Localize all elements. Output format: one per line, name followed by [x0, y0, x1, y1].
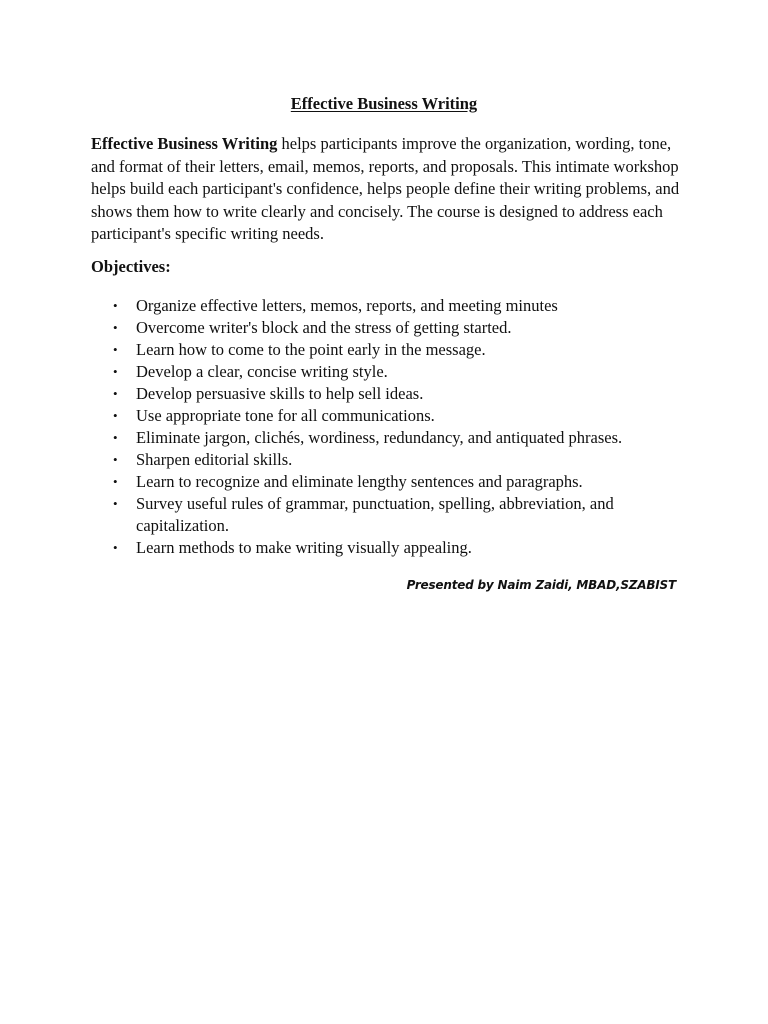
list-item — [112, 471, 672, 493]
objective-text: Sharpen editorial skills. — [136, 450, 293, 469]
objective-text: Learn how to come to the point early in the message. — [136, 340, 486, 359]
bullet-icon: • — [113, 386, 118, 401]
bullet-icon: • — [113, 430, 118, 445]
objective-text: Develop a clear, concise writing style. — [136, 362, 388, 381]
bullet-icon: • — [113, 540, 118, 555]
list-item — [112, 295, 672, 317]
list-item — [112, 317, 672, 339]
list-item — [112, 449, 672, 471]
list-item — [112, 537, 672, 559]
objectives-list — [112, 295, 672, 559]
bullet-icon: • — [113, 452, 118, 467]
list-item — [112, 427, 672, 449]
bullet-icon: • — [113, 298, 118, 313]
bullet-icon: • — [113, 342, 118, 357]
bullet-icon: • — [113, 408, 118, 423]
intro-paragraph — [91, 133, 691, 246]
list-item — [112, 361, 672, 383]
objective-text: Overcome writer's block and the stress of getting started. — [136, 318, 512, 337]
list-item — [112, 383, 672, 405]
objective-text: Eliminate jargon, clichés, wordiness, redundancy, and antiquated phrases. — [136, 428, 623, 447]
page-title: Effective Business Writing — [290, 94, 478, 113]
bullet-icon: • — [113, 364, 118, 379]
presenter-credit: Presented by Naim Zaidi, MBAD,SZABIST — [406, 578, 676, 592]
objectives-heading: Objectives: — [91, 257, 171, 276]
bullet-icon: • — [113, 320, 118, 335]
objective-text: Develop persuasive skills to help sell ideas. — [136, 384, 424, 403]
list-item — [112, 339, 672, 361]
bullet-icon: • — [113, 474, 118, 489]
objective-text: Organize effective letters, memos, reports, and meeting minutes — [136, 296, 558, 315]
objective-text: Learn to recognize and eliminate lengthy sentences and paragraphs. — [136, 472, 583, 491]
intro-text: helps participants improve the organization, wording, tone, and format of their letters, email, memos, reports, and proposals. This intimate workshop helps build each participant's confidence, helps people define their writing problems, and shows them how to write clearly and concisely. The course is designed to address each participant's specific writing needs. — [91, 134, 680, 243]
objective-text: Learn methods to make writing visually appealing. — [136, 538, 472, 557]
list-item — [112, 493, 672, 537]
intro-bold-lead: Effective Business Writing — [91, 134, 278, 153]
objective-text: Survey useful rules of grammar, punctuation, spelling, abbreviation, and capitalization. — [136, 494, 614, 535]
objective-text: Use appropriate tone for all communications. — [136, 406, 435, 425]
list-item — [112, 405, 672, 427]
bullet-icon: • — [113, 496, 118, 511]
